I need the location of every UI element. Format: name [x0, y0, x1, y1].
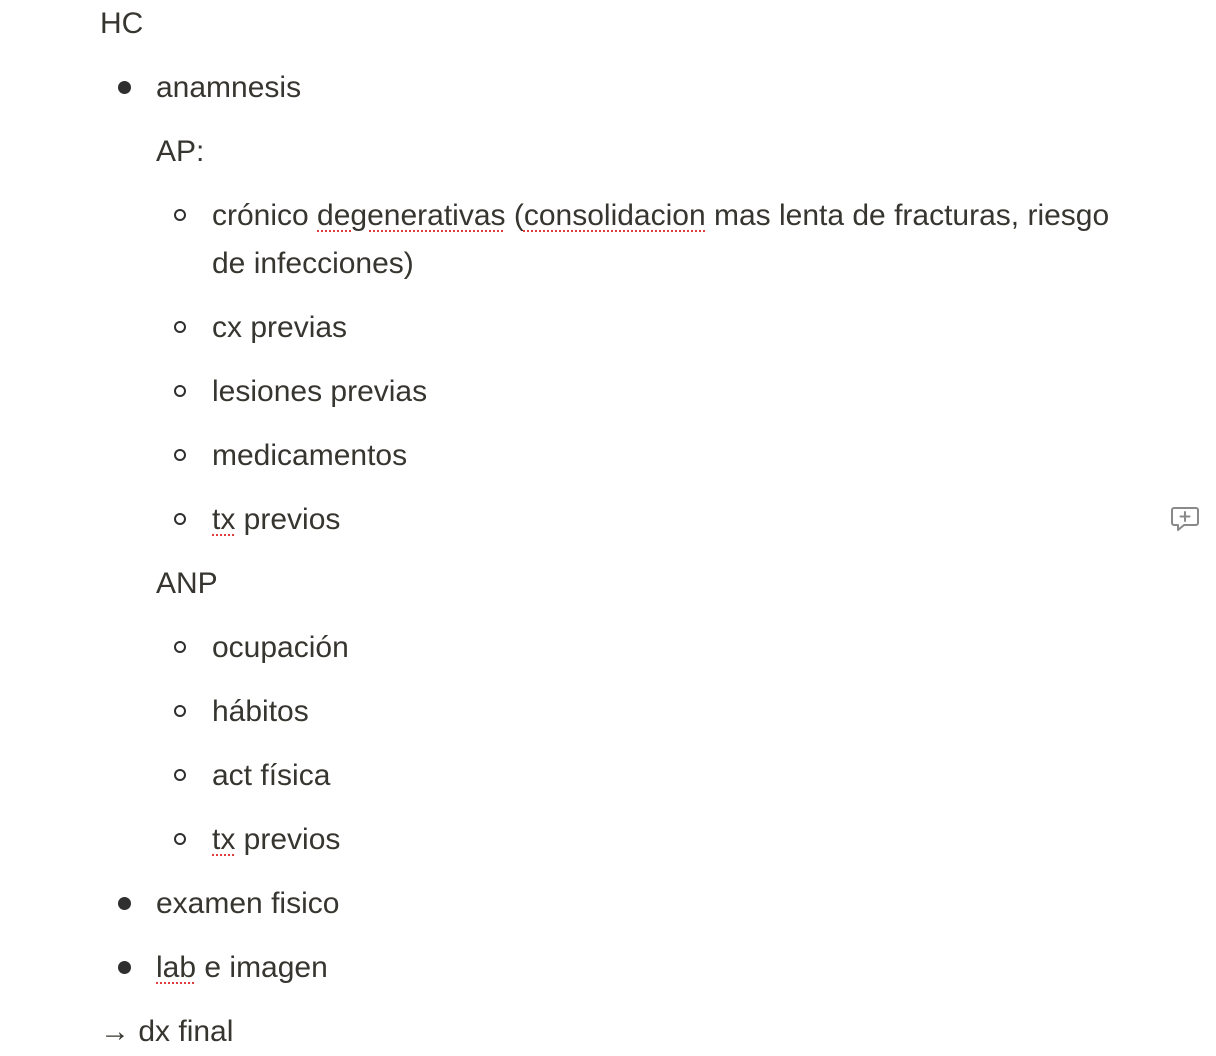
- list-item-lab-e-imagen[interactable]: [156, 944, 328, 992]
- bullet-circle-icon: [174, 769, 186, 781]
- add-comment-icon[interactable]: [1170, 503, 1200, 533]
- bullet-circle-icon: [174, 449, 186, 461]
- note-heading[interactable]: HC: [100, 7, 144, 40]
- bullet-circle-icon: [174, 833, 186, 845]
- bullet-disc-icon: [118, 961, 131, 974]
- bullet-circle-icon: [174, 705, 186, 717]
- note-footer-line[interactable]: → dx final: [100, 1015, 234, 1048]
- text-fragment: mas lenta de fracturas, riesgo de infecciones): [212, 199, 1110, 280]
- text-fragment: crónico: [212, 199, 318, 232]
- misspelled-word[interactable]: degenerativas: [317, 199, 506, 232]
- sublist-item-lesiones-previas[interactable]: lesiones previas: [212, 375, 428, 408]
- text-fragment: previos: [235, 823, 341, 856]
- section-title-anp[interactable]: ANP: [156, 567, 218, 600]
- misspelled-word[interactable]: lab: [156, 951, 197, 984]
- list-item-examen-fisico[interactable]: examen fisico: [156, 887, 340, 920]
- sublist-item-ocupacion[interactable]: ocupación: [212, 631, 349, 664]
- misspelled-word[interactable]: consolidacion: [523, 199, 706, 232]
- sublist-item-cronico[interactable]: [212, 192, 1112, 288]
- misspelled-word[interactable]: tx: [212, 503, 236, 536]
- sublist-item-medicamentos[interactable]: medicamentos: [212, 439, 408, 472]
- sublist-item-tx-previos[interactable]: [212, 816, 340, 864]
- bullet-circle-icon: [174, 513, 186, 525]
- sublist-item-act-fisica[interactable]: act física: [212, 759, 331, 792]
- sublist-item-tx-previos[interactable]: [212, 496, 340, 544]
- bullet-circle-icon: [174, 641, 186, 653]
- text-fragment: e imagen: [196, 951, 328, 984]
- section-title-ap[interactable]: AP:: [156, 135, 205, 168]
- bullet-disc-icon: [118, 897, 131, 910]
- bullet-disc-icon: [118, 81, 131, 94]
- list-item-anamnesis[interactable]: anamnesis: [156, 71, 302, 104]
- bullet-circle-icon: [174, 321, 186, 333]
- sublist-item-habitos[interactable]: hábitos: [212, 695, 309, 728]
- text-fragment: (: [505, 199, 524, 232]
- sublist-item-cx-previas[interactable]: cx previas: [212, 311, 348, 344]
- misspelled-word[interactable]: tx: [212, 823, 236, 856]
- text-fragment: previos: [235, 503, 341, 536]
- bullet-circle-icon: [174, 385, 186, 397]
- bullet-circle-icon: [174, 209, 186, 221]
